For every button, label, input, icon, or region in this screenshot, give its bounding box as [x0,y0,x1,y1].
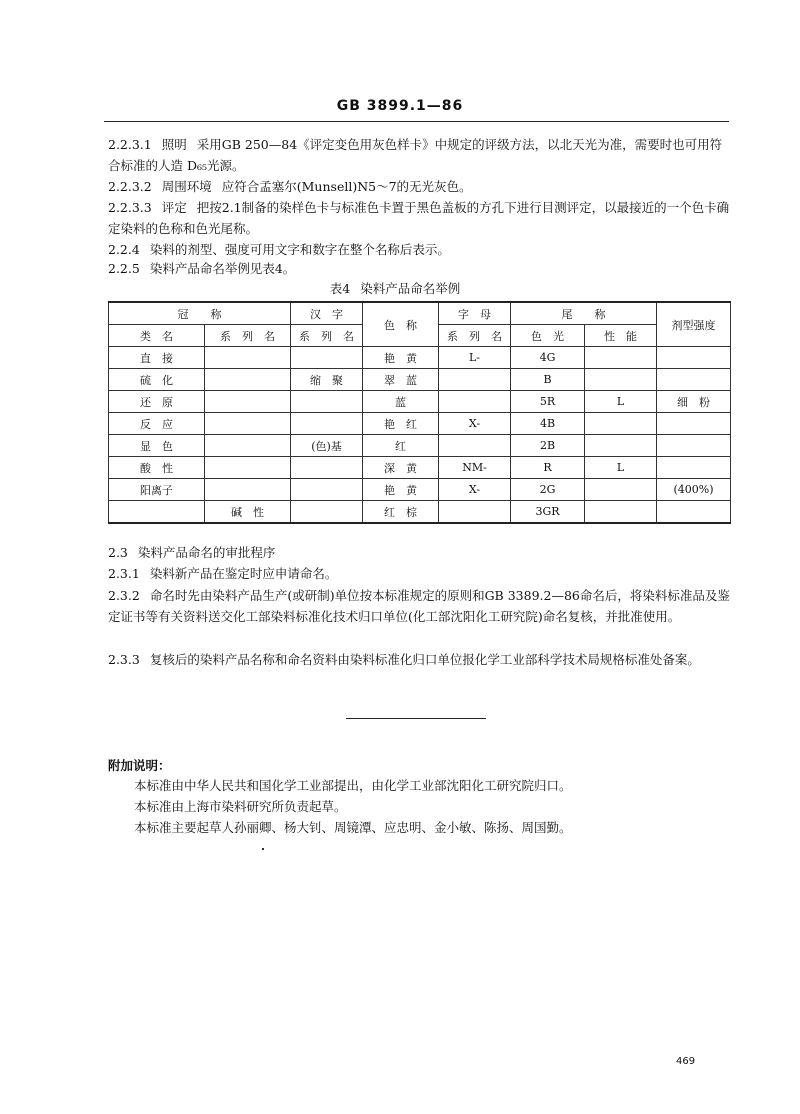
cell-leiming: 还 原 [109,391,205,413]
clause-heading: 照明 [161,137,187,152]
paragraph-2-2-5 [108,258,730,279]
table-row [109,391,731,413]
cell-sechen: 艳 黄 [363,479,439,501]
header-leiming: 类 名 [109,325,205,347]
header-rule [104,121,729,122]
cell-hanzi [291,479,363,501]
cell-xilie: 碱 性 [205,501,291,524]
clause-text: 采用GB 250—84《评定变色用灰色样卡》中规定的评级方法，以北天光为准，需要时也可用符合标准的人造 D₆₅光源。 [108,137,723,173]
table-title: 染料产品命名举例 [360,281,461,296]
cell-leiming: 酸 性 [109,457,205,479]
table-row [109,347,731,369]
cell-xilie [205,347,291,369]
header-hanzi: 汉 字 [291,302,363,325]
clause-number: 2.2.5 [108,261,140,276]
header-jixing: 剂型强度 [657,302,731,347]
section-divider [346,718,486,719]
paragraph-2-2-3-2 [108,176,730,197]
cell-leiming: 反 应 [109,413,205,435]
header-seguang: 色 光 [511,325,585,347]
cell-leiming: 硫 化 [109,369,205,391]
cell-xingneng: L [585,457,657,479]
clause-number: 2.3.3 [108,652,140,667]
cell-hanzi [291,457,363,479]
cell-seguang: R [511,457,585,479]
cell-seguang: 2B [511,435,585,457]
cell-leiming: 显 色 [109,435,205,457]
scan-speck [262,848,264,850]
paragraph-2-2-3-1 [108,134,730,176]
note-line: 本标准由中华人民共和国化学工业部提出，由化学工业部沈阳化工研究院归口。 [134,778,572,793]
table-row [109,457,731,479]
header-zimu: 字 母 [439,302,511,325]
header-zimu-xilie: 系 列 名 [439,325,511,347]
paragraph-2-2-3-3 [108,197,730,239]
clause-text: 把按2.1制备的染样色卡与标准色卡置于黑色盖板的方孔下进行目测评定，以最接近的一个色卡确定染料的色称和色光尾称。 [108,200,730,236]
cell-sechen: 艳 红 [363,413,439,435]
table-row [109,369,731,391]
clause-number: 2.2.3.3 [108,200,152,215]
cell-seguang: 4B [511,413,585,435]
cell-sechen: 翠 蓝 [363,369,439,391]
header-weichen: 尾 称 [511,302,657,325]
table-row [109,413,731,435]
clause-number: 2.2.3.2 [108,179,152,194]
naming-example-table [108,301,731,524]
cell-hanzi [291,391,363,413]
cell-xingneng [585,413,657,435]
clause-text: 染料产品命名的审批程序 [137,545,276,560]
clause-heading: 周围环境 [161,179,212,194]
page-number: 469 [676,1056,696,1067]
cell-jixing [657,457,731,479]
notes-title: 附加说明： [108,758,171,773]
cell-xilie [205,435,291,457]
cell-sechen: 红 [363,435,439,457]
table-caption [0,279,800,297]
cell-xingneng: L [585,391,657,413]
cell-zimu: NM- [439,457,511,479]
cell-seguang: 2G [511,479,585,501]
table-row [109,479,731,501]
note-line: 本标准主要起草人孙丽卿、杨大钊、周镜潭、应忠明、金小敏、陈扬、周国勤。 [134,820,572,835]
cell-xingneng [585,501,657,524]
cell-xingneng [585,369,657,391]
cell-jixing: 细 粉 [657,391,731,413]
cell-sechen: 蓝 [363,391,439,413]
cell-seguang: B [511,369,585,391]
cell-zimu: L- [439,347,511,369]
cell-jixing [657,413,731,435]
header-sechen: 色 称 [363,302,439,347]
clause-heading: 评定 [161,200,187,215]
cell-jixing: (400%) [657,479,731,501]
cell-xingneng [585,435,657,457]
cell-hanzi: 缩 聚 [291,369,363,391]
cell-xilie [205,479,291,501]
clause-number: 2.2.3.1 [108,137,152,152]
clause-text: 复核后的染料产品名称和命名资料由染料标准化归口单位报化学工业部科学技术局规格标准处备案。 [149,652,700,667]
clause-number: 2.2.4 [108,242,140,257]
cell-xilie [205,369,291,391]
clause-text: 应符合孟塞尔(Munsell)N5～7的无光灰色。 [221,179,472,194]
cell-sechen: 艳 黄 [363,347,439,369]
cell-sechen: 红 棕 [363,501,439,524]
cell-seguang: 4G [511,347,585,369]
clause-text: 命名时先由染料产品生产(或研制)单位按本标准规定的原则和GB 3389.2—86命名后，将染料标准品及鉴定证书等有关资料送交化工部染料标准化技术归口单位(化工部沈阳化工研究院)命名复核，并批准使用。 [108,588,730,624]
table-row [109,435,731,457]
cell-jixing [657,347,731,369]
cell-zimu: X- [439,413,511,435]
cell-xilie [205,391,291,413]
cell-hanzi: (色)基 [291,435,363,457]
header-guanchen: 冠 称 [109,302,291,325]
paragraph-2-3-3 [108,649,730,670]
cell-zimu [439,435,511,457]
cell-hanzi [291,347,363,369]
clause-text: 染料新产品在鉴定时应申请命名。 [149,566,338,581]
cell-hanzi [291,413,363,435]
cell-zimu [439,369,511,391]
table-number: 表4 [329,281,351,296]
header-hanzi-xilie: 系 列 名 [291,325,363,347]
header-xilieming: 系 列 名 [205,325,291,347]
cell-xilie [205,457,291,479]
paragraph-2-2-4 [108,239,730,260]
document-header: GB 3899.1—86 [336,98,464,114]
cell-jixing [657,435,731,457]
cell-zimu [439,391,511,413]
paragraph-2-3 [108,542,730,563]
header-xingneng: 性 能 [585,325,657,347]
cell-xingneng [585,479,657,501]
paragraph-2-3-1 [108,563,730,584]
cell-seguang: 3GR [511,501,585,524]
cell-leiming [109,501,205,524]
clause-text: 染料的剂型、强度可用文字和数字在整个名称后表示。 [149,242,450,257]
cell-xingneng [585,347,657,369]
cell-hanzi [291,501,363,524]
clause-number: 2.3 [108,545,128,560]
cell-zimu [439,501,511,524]
cell-zimu: X- [439,479,511,501]
clause-number: 2.3.2 [108,588,140,603]
cell-seguang: 5R [511,391,585,413]
cell-sechen: 深 黄 [363,457,439,479]
cell-jixing [657,369,731,391]
cell-xilie [205,413,291,435]
note-line: 本标准由上海市染料研究所负责起草。 [134,799,347,814]
table-row [109,501,731,524]
clause-number: 2.3.1 [108,566,140,581]
cell-leiming: 直 接 [109,347,205,369]
cell-jixing [657,501,731,524]
paragraph-2-3-2 [108,585,730,627]
clause-text: 染料产品命名举例见表4。 [149,261,296,276]
cell-leiming: 阳离子 [109,479,205,501]
